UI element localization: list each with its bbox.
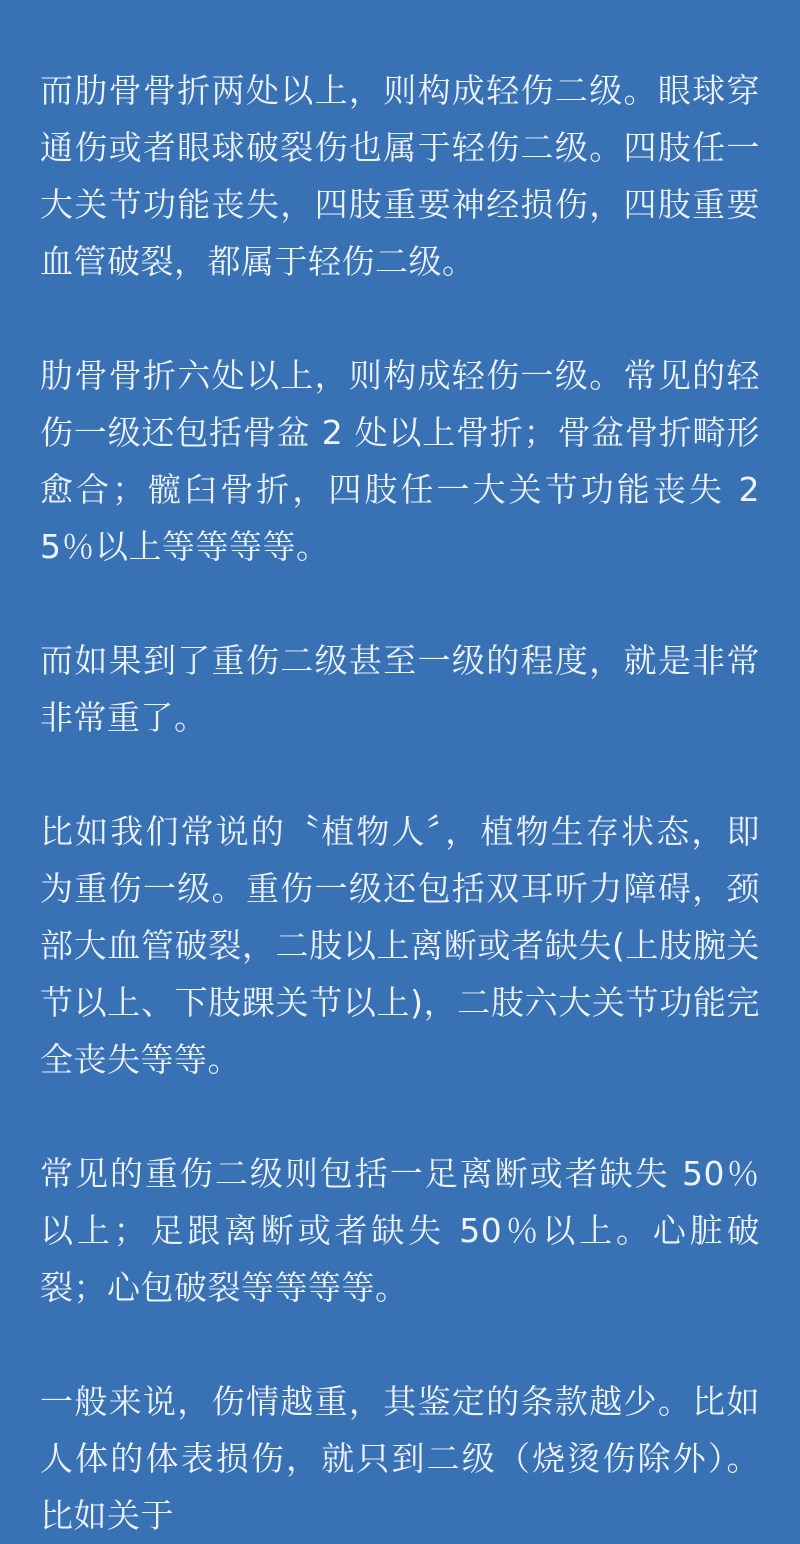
paragraph-serious-injury-intro: 而如果到了重伤二级甚至一级的程度，就是非常非常重了。 <box>40 641 760 737</box>
paragraph-light-injury-grade1: 肋骨骨折六处以上，则构成轻伤一级。常见的轻伤一级还包括骨盆 2 处以上骨折；骨盆骨折畸形愈合；髋臼骨折，四肢任一大关节功能丧失 25％以上等等等等。 <box>40 356 760 566</box>
paragraph-serious-injury-grade2: 常见的重伤二级则包括一足离断或者缺失 50％以上；足跟离断或者缺失 50％以上。心脏破裂；心包破裂等等等等。 <box>40 1154 760 1307</box>
paragraph-general-rule: 一般来说，伤情越重，其鉴定的条款越少。比如人体的体表损伤，就只到二级（烧烫伤除外）。比如关于 <box>40 1382 760 1535</box>
paragraph-serious-injury-grade1: 比如我们常说的〝植物人〞，植物生存状态，即为重伤一级。重伤一级还包括双耳听力障碍，颈部大血管破裂，二肢以上离断或者缺失(上肢腕关节以上、下肢踝关节以上)，二肢六大关节功能完全丧失等等。 <box>40 812 760 1079</box>
paragraph-light-injury-grade2: 而肋骨骨折两处以上，则构成轻伤二级。眼球穿通伤或者眼球破裂伤也属于轻伤二级。四肢任一大关节功能丧失，四肢重要神经损伤，四肢重要血管破裂，都属于轻伤二级。 <box>40 71 760 281</box>
